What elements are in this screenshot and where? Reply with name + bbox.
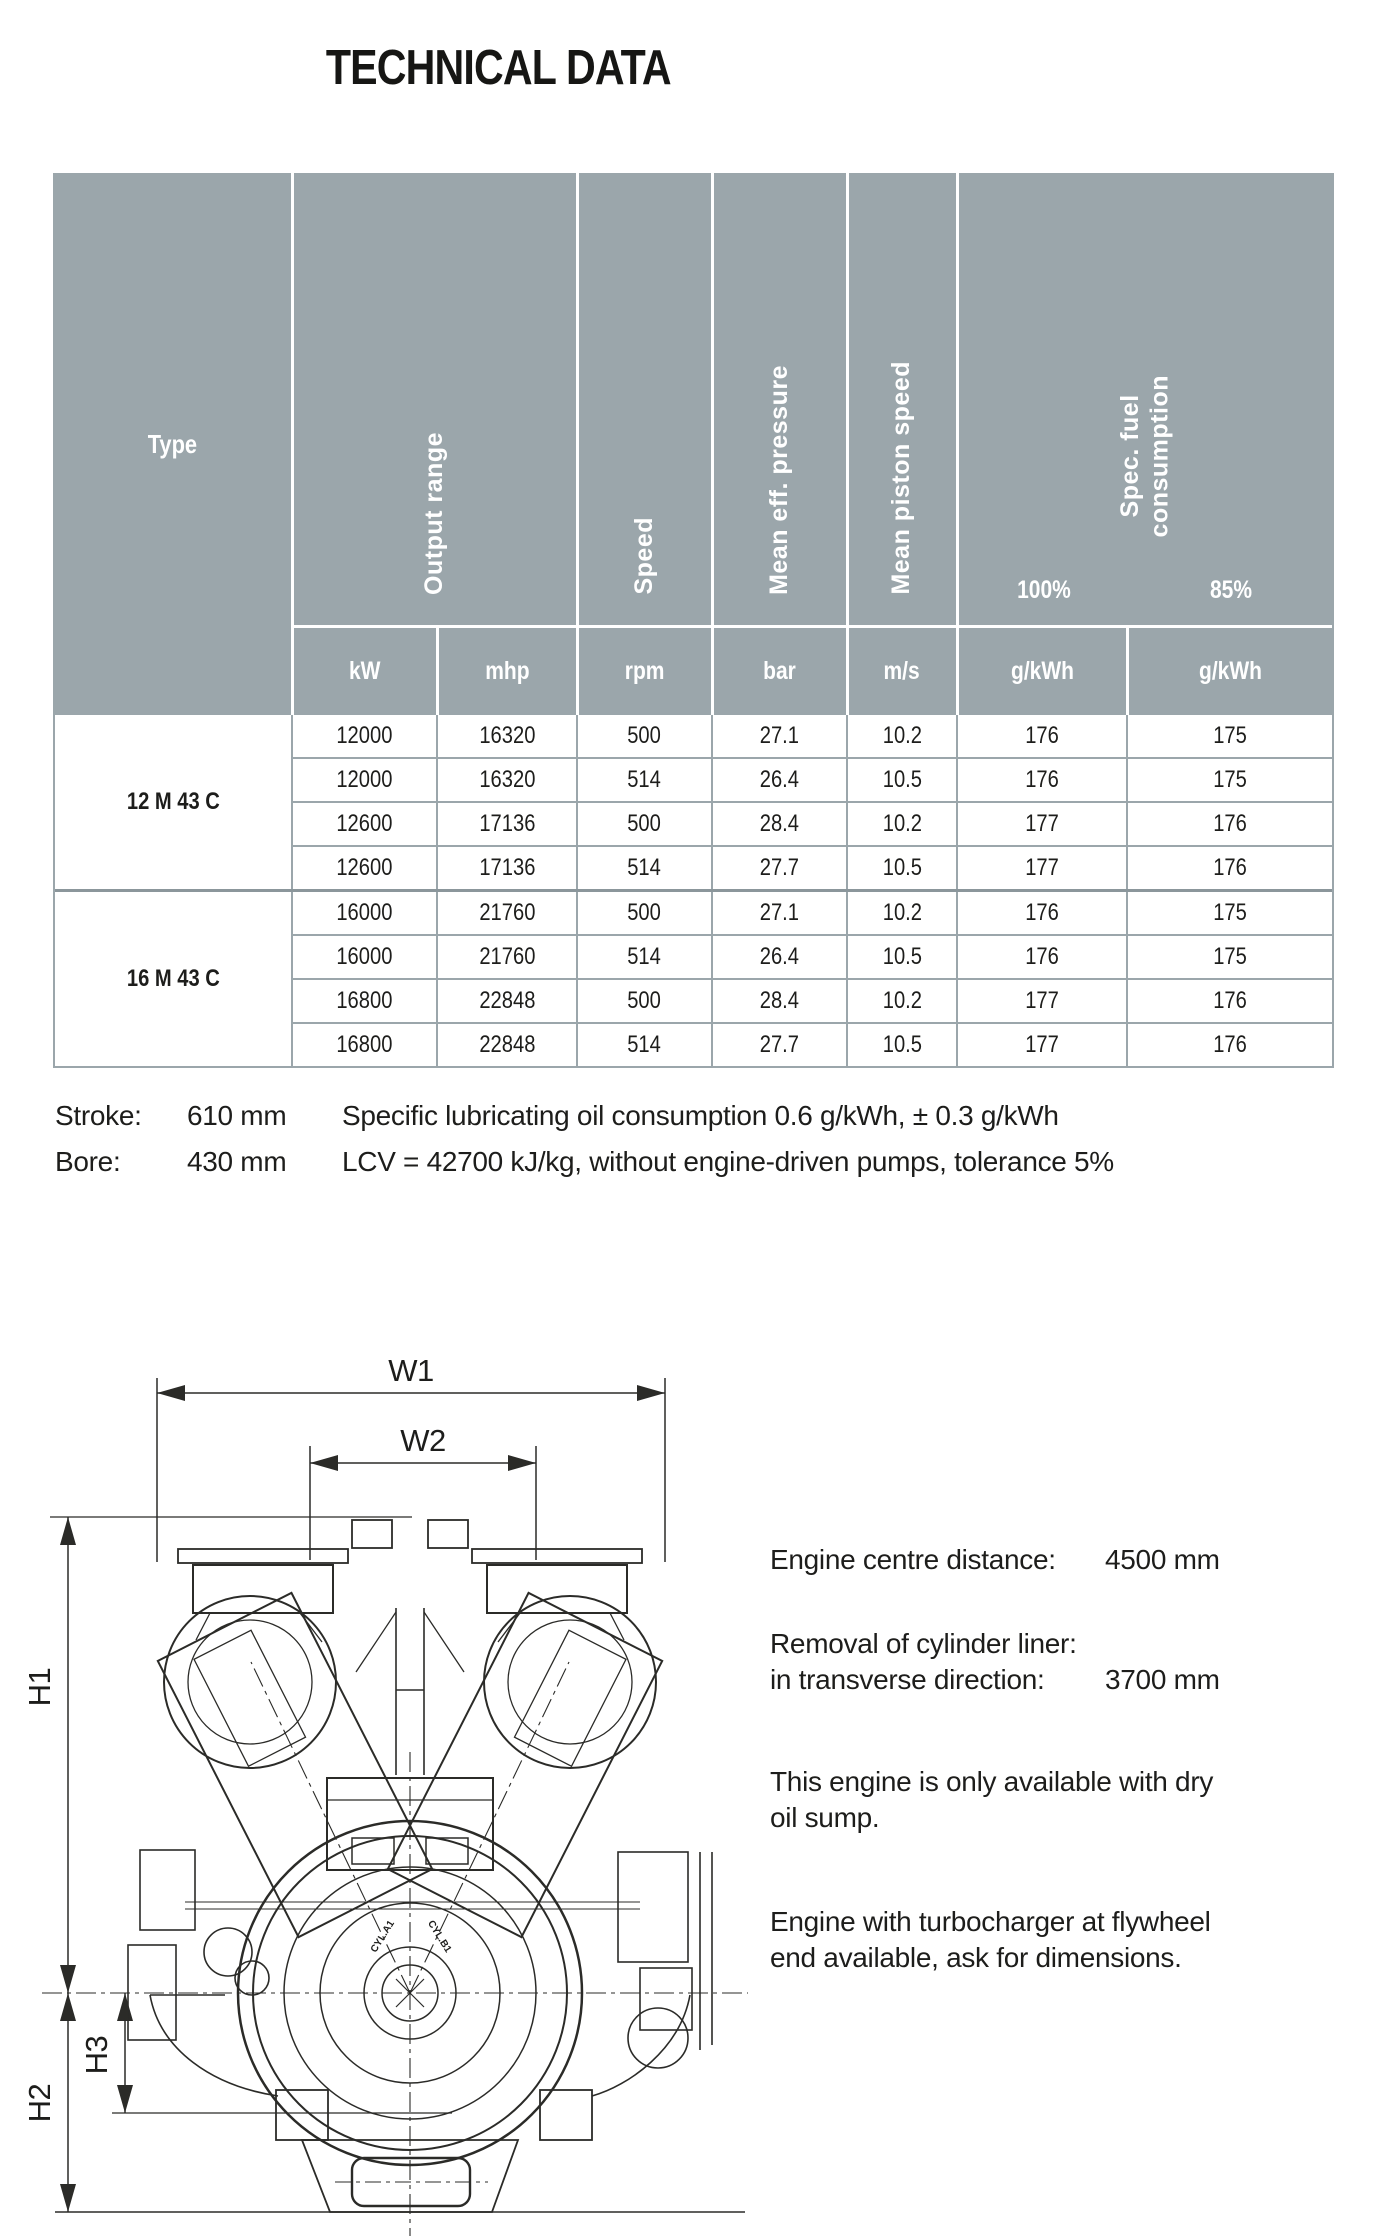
turbo-note-line2: end available, ask for dimensions. [770,1942,1182,1973]
cell-rpm: 514 [577,1023,712,1066]
cell-sfc-85: 176 [1127,802,1332,846]
unit-rpm: rpm [577,627,712,716]
engine-front-view-drawing [0,1280,760,2240]
cyl-b1-label: CYL.B1 [425,1918,454,1955]
dim-label-w1: W1 [388,1353,434,1388]
cell-mhp: 22848 [437,1023,577,1066]
engine-drawing [0,1280,760,2240]
cell-sfc-100: 177 [957,802,1127,846]
cell-kw: 12600 [292,802,437,846]
dry-sump-note-line1: This engine is only available with dry [770,1766,1214,1797]
cell-bar: 27.7 [712,1023,847,1066]
cell-sfc-100: 177 [957,979,1127,1023]
cell-sfc-85: 175 [1127,758,1332,802]
col-header-type [55,173,292,715]
technical-data-table [53,173,1334,1068]
col-header-spec-fuel-consumption [957,173,1332,627]
cell-ms: 10.2 [847,802,957,846]
cell-sfc-100: 177 [957,1023,1127,1066]
cell-bar: 27.1 [712,891,847,936]
unit-bar: bar [712,627,847,716]
cell-mhp: 17136 [437,802,577,846]
unit-ms: m/s [847,627,957,716]
type-header-label: Type [148,428,198,459]
cell-sfc-85: 176 [1127,1023,1332,1066]
cell-mhp: 21760 [437,935,577,979]
cell-sfc-100: 176 [957,758,1127,802]
cell-sfc-100: 176 [957,935,1127,979]
side-equipment [128,1850,712,2068]
cell-ms: 10.5 [847,935,957,979]
spec-fuel-label: Spec. fuel consumption [1115,374,1174,537]
unit-mhp: mhp [437,627,577,716]
cell-sfc-85: 175 [1127,935,1332,979]
centre-distance-label: Engine centre distance: [770,1544,1056,1575]
cell-rpm: 500 [577,979,712,1023]
cell-ms: 10.5 [847,1023,957,1066]
table-row [55,891,1332,936]
liner-removal-value: 3700 mm [1105,1664,1220,1695]
cell-kw: 16800 [292,979,437,1023]
cell-sfc-85: 175 [1127,891,1332,936]
turbocharger-group [164,1520,656,1768]
dim-label-w2: W2 [400,1423,446,1458]
turbo-note-line1: Engine with turbocharger at flywheel [770,1906,1211,1937]
stroke-value: 610 mm [187,1100,287,1131]
cell-rpm: 500 [577,891,712,936]
cell-rpm: 514 [577,935,712,979]
engine-base [55,1995,745,2212]
bore-label: Bore: [55,1146,121,1177]
col-header-speed [577,173,712,627]
cell-mhp: 17136 [437,846,577,891]
dim-label-h1: H1 [22,1667,57,1707]
bore-value: 430 mm [187,1146,287,1177]
cell-rpm: 500 [577,715,712,758]
cell-kw: 16000 [292,935,437,979]
load-100-label: 100% [1016,576,1071,604]
cell-kw: 16800 [292,1023,437,1066]
cell-bar: 28.4 [712,979,847,1023]
engine-type-cell: 12 M 43 C [55,715,292,891]
cell-rpm: 500 [577,802,712,846]
unit-g-kwh-100: g/kWh [957,627,1127,716]
table-row [55,715,1332,758]
cell-mhp: 22848 [437,979,577,1023]
cell-kw: 12000 [292,758,437,802]
centre-distance-value: 4500 mm [1105,1544,1220,1575]
load-85-label: 85% [1209,576,1253,604]
table-notes [55,1093,1315,1185]
page-title-text: TECHNICAL DATA [325,41,671,95]
col-header-mean-eff-pressure [712,173,847,627]
dim-label-h3: H3 [79,2035,114,2075]
cell-ms: 10.5 [847,846,957,891]
cell-bar: 27.7 [712,846,847,891]
speed-label: Speed [629,517,658,595]
output-range-label: Output range [419,432,448,595]
cell-bar: 26.4 [712,758,847,802]
liner-removal-line1: Removal of cylinder liner: [770,1628,1077,1659]
cell-sfc-85: 176 [1127,846,1332,891]
cell-sfc-100: 176 [957,891,1127,936]
cell-rpm: 514 [577,846,712,891]
cell-mhp: 21760 [437,891,577,936]
unit-kw: kW [292,627,437,716]
mean-eff-pressure-label: Mean eff. pressure [764,365,793,595]
cell-ms: 10.5 [847,758,957,802]
cell-mhp: 16320 [437,715,577,758]
engine-type-cell: 16 M 43 C [55,891,292,1067]
lcv-note: LCV = 42700 kJ/kg, without engine-driven pumps, tolerance 5% [342,1146,1114,1177]
cell-kw: 12000 [292,715,437,758]
col-header-output-range [292,173,577,627]
cell-ms: 10.2 [847,715,957,758]
cell-kw: 12600 [292,846,437,891]
oil-consumption-note: Specific lubricating oil consumption 0.6 g/kWh, ± 0.3 g/kWh [342,1100,1059,1131]
cell-sfc-100: 176 [957,715,1127,758]
cell-kw: 16000 [292,891,437,936]
mean-piston-speed-label: Mean piston speed [887,361,916,595]
cell-ms: 10.2 [847,891,957,936]
cell-rpm: 514 [577,758,712,802]
cell-bar: 28.4 [712,802,847,846]
liner-removal-line2: in transverse direction: [770,1664,1045,1695]
cyl-a1-label: CYL.A1 [368,1918,397,1955]
dry-sump-note-line2: oil sump. [770,1802,880,1833]
cell-mhp: 16320 [437,758,577,802]
cell-sfc-100: 177 [957,846,1127,891]
col-header-mean-piston-speed [847,173,957,627]
cell-sfc-85: 176 [1127,979,1332,1023]
page-title [53,40,943,96]
stroke-label: Stroke: [55,1100,142,1131]
cell-ms: 10.2 [847,979,957,1023]
unit-g-kwh-85: g/kWh [1127,627,1332,716]
cell-bar: 26.4 [712,935,847,979]
cell-bar: 27.1 [712,715,847,758]
cell-sfc-85: 175 [1127,715,1332,758]
dimension-info-column [770,1542,1370,1976]
dim-label-h2: H2 [22,2083,57,2123]
